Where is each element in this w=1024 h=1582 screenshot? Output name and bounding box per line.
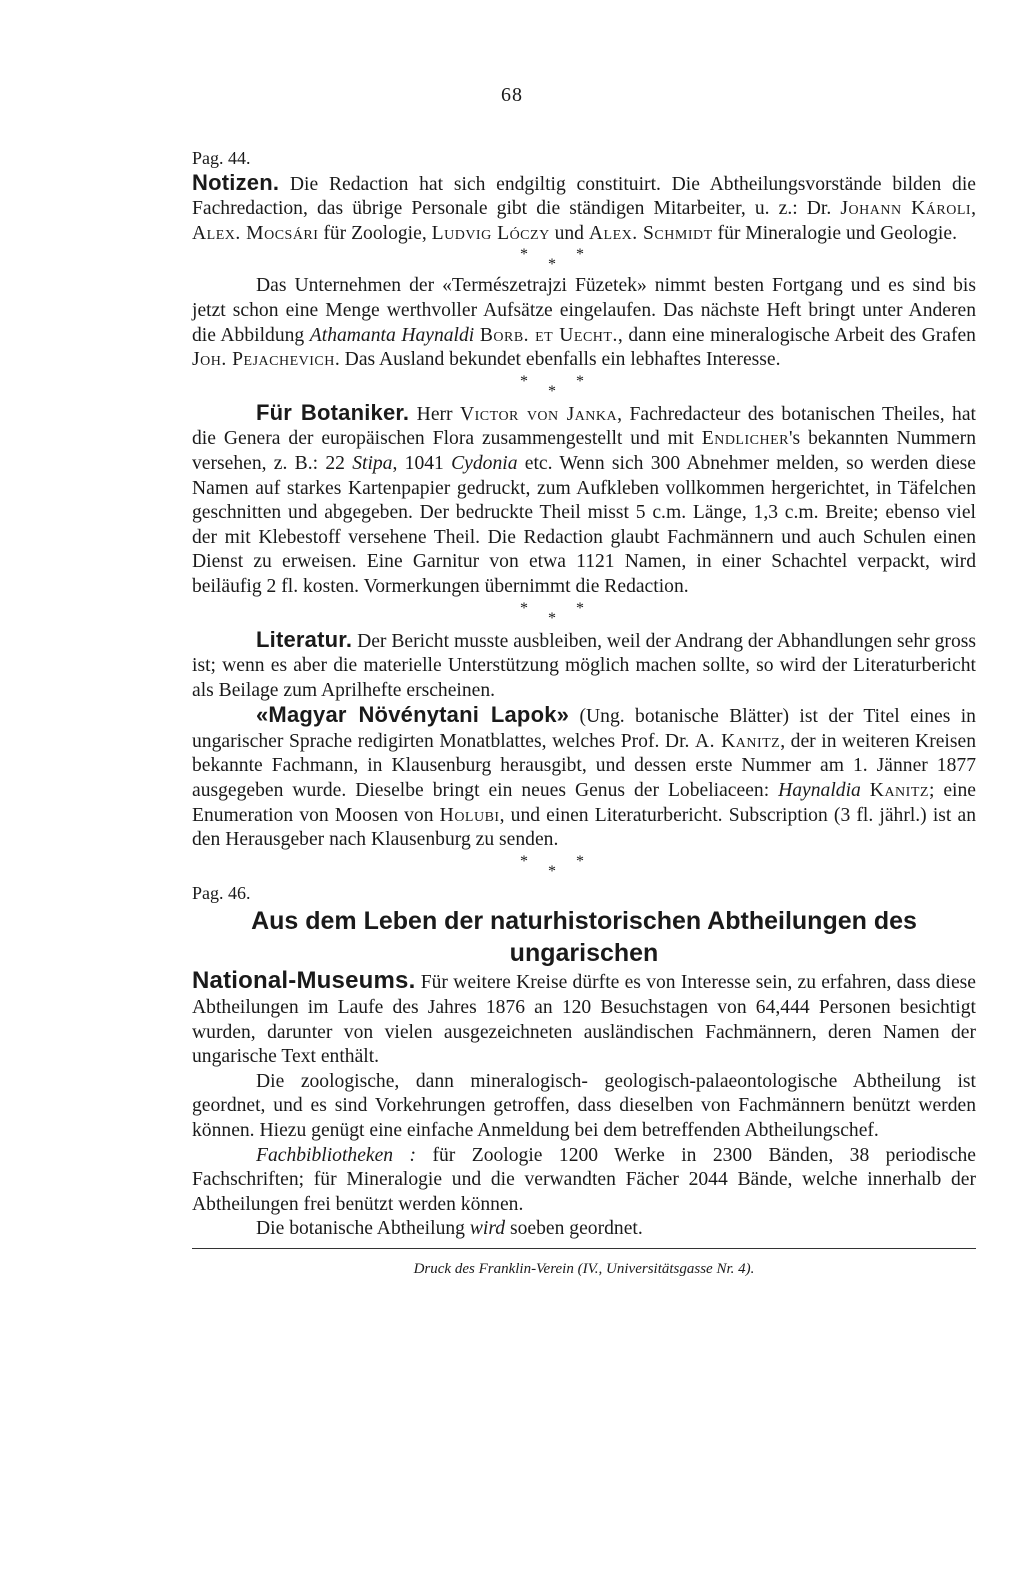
footer-rule bbox=[192, 1248, 976, 1249]
asterism-divider: * * * bbox=[520, 852, 584, 880]
page-reference-44: Pag. 44. bbox=[192, 148, 251, 168]
notizen-heading: Notizen. bbox=[192, 169, 280, 195]
page-reference-46: Pag. 46. bbox=[192, 882, 251, 903]
literatur-heading: Literatur. bbox=[256, 626, 353, 652]
library-paragraph: Fachbibliotheken : für Zoologie 1200 Werke in 2300 Bänden, 38 periodische Fachschriften; für Mineralogie und die verwandten Fächer 2044 Bände, welche innerhalb der Abtheilungen frei benützt werden können. bbox=[192, 1144, 976, 1215]
literatur-paragraph: Literatur. Der Bericht musste ausbleiben, weil der Andrang der Abhandlungen sehr gross ist; wenn es aber die materielle Unterstützung möglich machen sollte, so wird der Literaturbericht als Beilage zum Aprilhefte erscheinen. bbox=[192, 626, 976, 701]
page-content bbox=[192, 146, 976, 1282]
unternehmen-paragraph: Das Unternehmen der «Természetrajzi Füzetek» nimmt besten Fortgang und es sind bis jetzt schon eine Menge werthvoller Aufsätze eingelaufen. Das nächste Heft bringt unter Anderen die Abbildung Athamanta Haynaldi Borb. et Uecht., dann eine mineralogische Arbeit des Grafen Joh. Pejachevich. Das Ausland bekundet ebenfalls ein lebhaftes Interesse. bbox=[192, 275, 976, 371]
botany-paragraph: Die botanische Abtheilung wird soeben geordnet. bbox=[256, 1218, 643, 1240]
asterism-divider: * * * bbox=[520, 599, 584, 627]
lapok-paragraph: «Magyar Növénytani Lapok» (Ung. botanische Blätter) ist der Titel eines in ungarischer Sprache redigirten Monatblattes, welches Prof. Dr. A. Kanitz, der in weiteren Kreisen bekannte Fachmann, in Klausenburg herausgibt, und dessen erste Nummer am 1. Jänner 1877 ausgegeben wurde. Dieselbe bringt ein neues Genus der Lobeliaceen: Haynaldia Kanitz; eine Enumeration von Moosen von Holubi, und einen Literaturbericht. Subscription (3 fl. jährl.) ist an den Herausgeber nach Klausenburg zu senden. bbox=[192, 702, 976, 851]
museum-heading-cont: National-Museums. bbox=[192, 967, 416, 995]
museum-heading: Aus dem Leben der naturhistorischen Abtheilungen des ungarischen bbox=[251, 907, 917, 968]
museum-paragraph: National-Museums. Für weitere Kreise dürfte es von Interesse sein, zu erfahren, dass diese Abtheilungen im Laufe des Jahres 1876 an 120 Besuchstagen von 64,444 Personen besichtigt wurden, darunter von vielen ausgezeichneten ausländischen Fachmännern, deren Namen der ungarische Text enthält. bbox=[192, 967, 976, 1068]
botaniker-heading: Für Botaniker. bbox=[256, 399, 410, 425]
asterism-divider: * * * bbox=[520, 372, 584, 400]
lapok-heading: «Magyar Növénytani Lapok» bbox=[256, 702, 570, 728]
botaniker-paragraph: Für Botaniker. Herr Victor von Janka, Fachredacteur des botanischen Theiles, hat die Genera der europäischen Flora zusammengestellt und mit Endlicher's bekannten Nummern versehen, z. B.: 22 Stipa, 1041 Cydonia etc. Wenn sich 300 Abnehmer melden, so werden diese Namen auf starkes Kartenpapier gedruckt, zum Aufkleben vollkommen hergerichtet, in Täfelchen geschnitten und abgegeben. Der bedruckte Theil misst 5 c.m. Länge, 1,3 c.m. Breite; ebenso viel der mit Klebestoff versehene Theil. Die Redaction glaubt Fachmännern und auch Schulen einen Dienst zu erweisen. Eine Garnitur von etwa 1121 Namen, in einer Schachtel verpackt, wird beiläufig 2 fl. kosten. Vormerkungen übernimmt die Redaction. bbox=[192, 399, 977, 597]
notizen-paragraph: Notizen. Die Redaction hat sich endgiltig constituirt. Die Abtheilungsvorstände bilden die Fachredaction, das übrige Personale gibt die ständigen Mitarbeiter, u. z.: Dr. Johann Károli, Alex. Mocsári für Zoologie, Ludvig Lóczy und Alex. Schmidt für Mineralogie und Geologie. bbox=[192, 169, 976, 244]
page-number: 68 bbox=[501, 84, 523, 106]
asterism-divider: * * * bbox=[520, 246, 584, 274]
printer-imprint: Druck des Franklin-Verein (IV., Universitätsgasse Nr. 4). bbox=[413, 1260, 755, 1277]
zoology-paragraph: Die zoologische, dann mineralogisch- geologisch-palaeontologische Abtheilung ist geordnet, und es sind Vorkehrungen getroffen, dass dieselben von Fachmännern benützt werden können. Hiezu genügt eine einfache Anmeldung bei dem betreffenden Abtheilungschef. bbox=[192, 1070, 976, 1141]
